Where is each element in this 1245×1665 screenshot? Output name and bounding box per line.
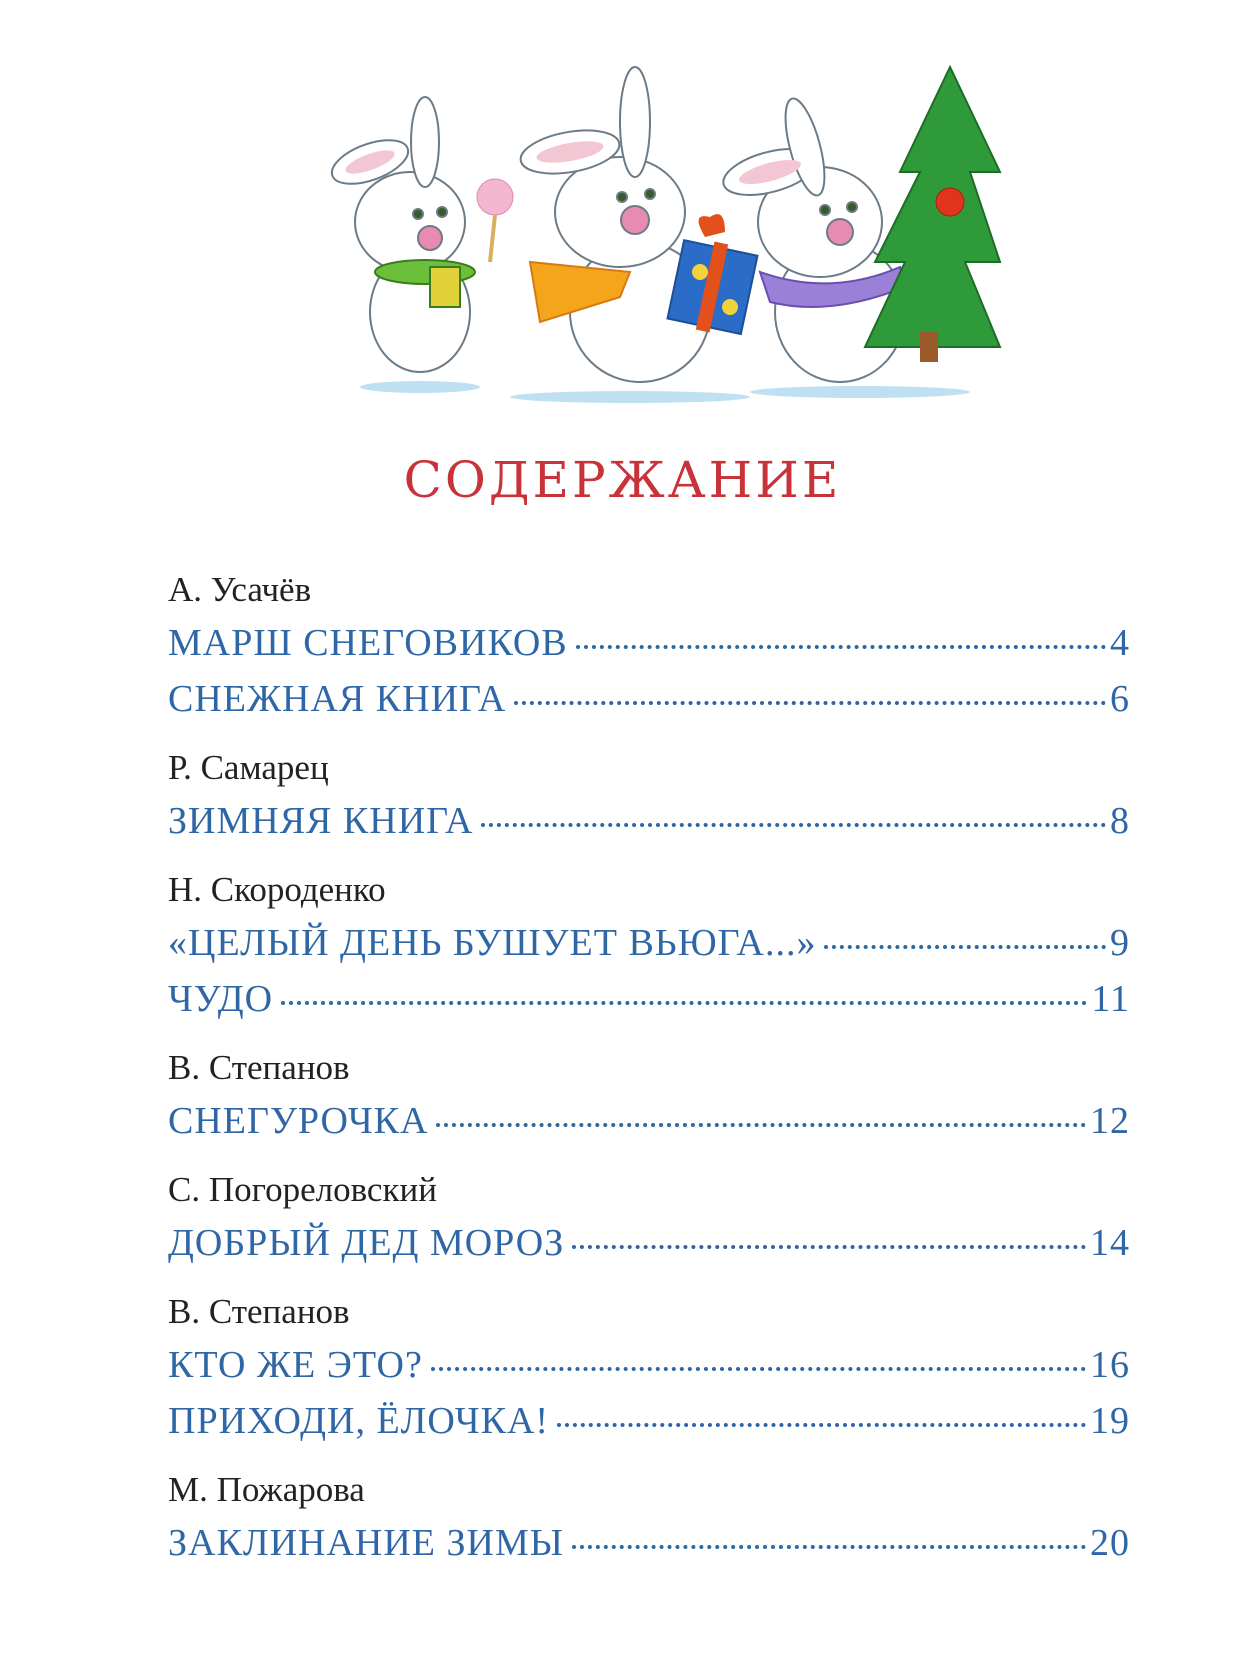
toc-entry-title: «ЦЕЛЫЙ ДЕНЬ БУШУЕТ ВЬЮГА...» [168,922,817,964]
dot-leader [436,1123,1086,1127]
toc-entry-title: СНЕГУРОЧКА [168,1100,429,1142]
toc-entry[interactable] [168,615,1130,671]
dot-leader [514,701,1106,705]
toc-entry-title: ЧУДО [168,978,274,1020]
toc-author: Р. Самарец [168,748,329,787]
bunny-left-figure [326,97,475,372]
toc-entry-title: ЗАКЛИНАНИЕ ЗИМЫ [168,1522,564,1564]
toc-entry-page: 19 [1090,1400,1130,1442]
toc-entry[interactable] [168,671,1130,727]
table-of-contents [168,565,1130,1571]
dot-leader [431,1367,1086,1371]
bunny-middle-figure [517,67,710,382]
toc-entry-title: ДОБРЫЙ ДЕД МОРОЗ [168,1222,565,1264]
dot-leader [576,645,1106,649]
toc-author: А. Усачёв [168,570,312,609]
toc-entry-page: 14 [1090,1222,1130,1264]
dot-leader [481,823,1106,827]
toc-entry-title: ПРИХОДИ, ЁЛОЧКА! [168,1400,550,1442]
page-title: СОДЕРЖАНИЕ [403,451,842,509]
toc-author: М. Пожарова [168,1470,365,1509]
toc-author: В. Степанов [168,1292,350,1331]
toc-entry-page: 16 [1090,1344,1130,1386]
toc-entry[interactable] [168,971,1130,1027]
toc-entry-title: КТО ЖЕ ЭТО? [168,1344,423,1386]
toc-entry-page: 9 [1110,922,1130,964]
toc-author: Н. Скороденко [168,870,386,909]
toc-entry[interactable] [168,1215,1130,1271]
dot-leader [572,1245,1086,1249]
toc-entry[interactable] [168,1515,1130,1571]
toc-author: С. Погореловский [168,1170,437,1209]
toc-entry[interactable] [168,1393,1130,1449]
toc-entry-page: 20 [1090,1522,1130,1564]
toc-entry-title: СНЕЖНАЯ КНИГА [168,678,507,720]
dot-leader [557,1423,1086,1427]
toc-entry[interactable] [168,915,1130,971]
toc-author: В. Степанов [168,1048,350,1087]
toc-entry[interactable] [168,793,1130,849]
dot-leader [572,1545,1086,1549]
dot-leader [281,1001,1087,1005]
christmas-tree-figure [865,67,1000,362]
toc-entry-page: 6 [1110,678,1130,720]
bunnies-illustration [300,62,1030,407]
toc-entry-page: 11 [1091,978,1130,1020]
toc-entry-page: 8 [1110,800,1130,842]
toc-entry-page: 4 [1110,622,1130,664]
toc-entry-title: ЗИМНЯЯ КНИГА [168,800,474,842]
toc-entry-page: 12 [1090,1100,1130,1142]
toc-entry[interactable] [168,1337,1130,1393]
toc-entry-title: МАРШ СНЕГОВИКОВ [168,622,568,664]
toc-entry[interactable] [168,1093,1130,1149]
dot-leader [824,945,1106,949]
